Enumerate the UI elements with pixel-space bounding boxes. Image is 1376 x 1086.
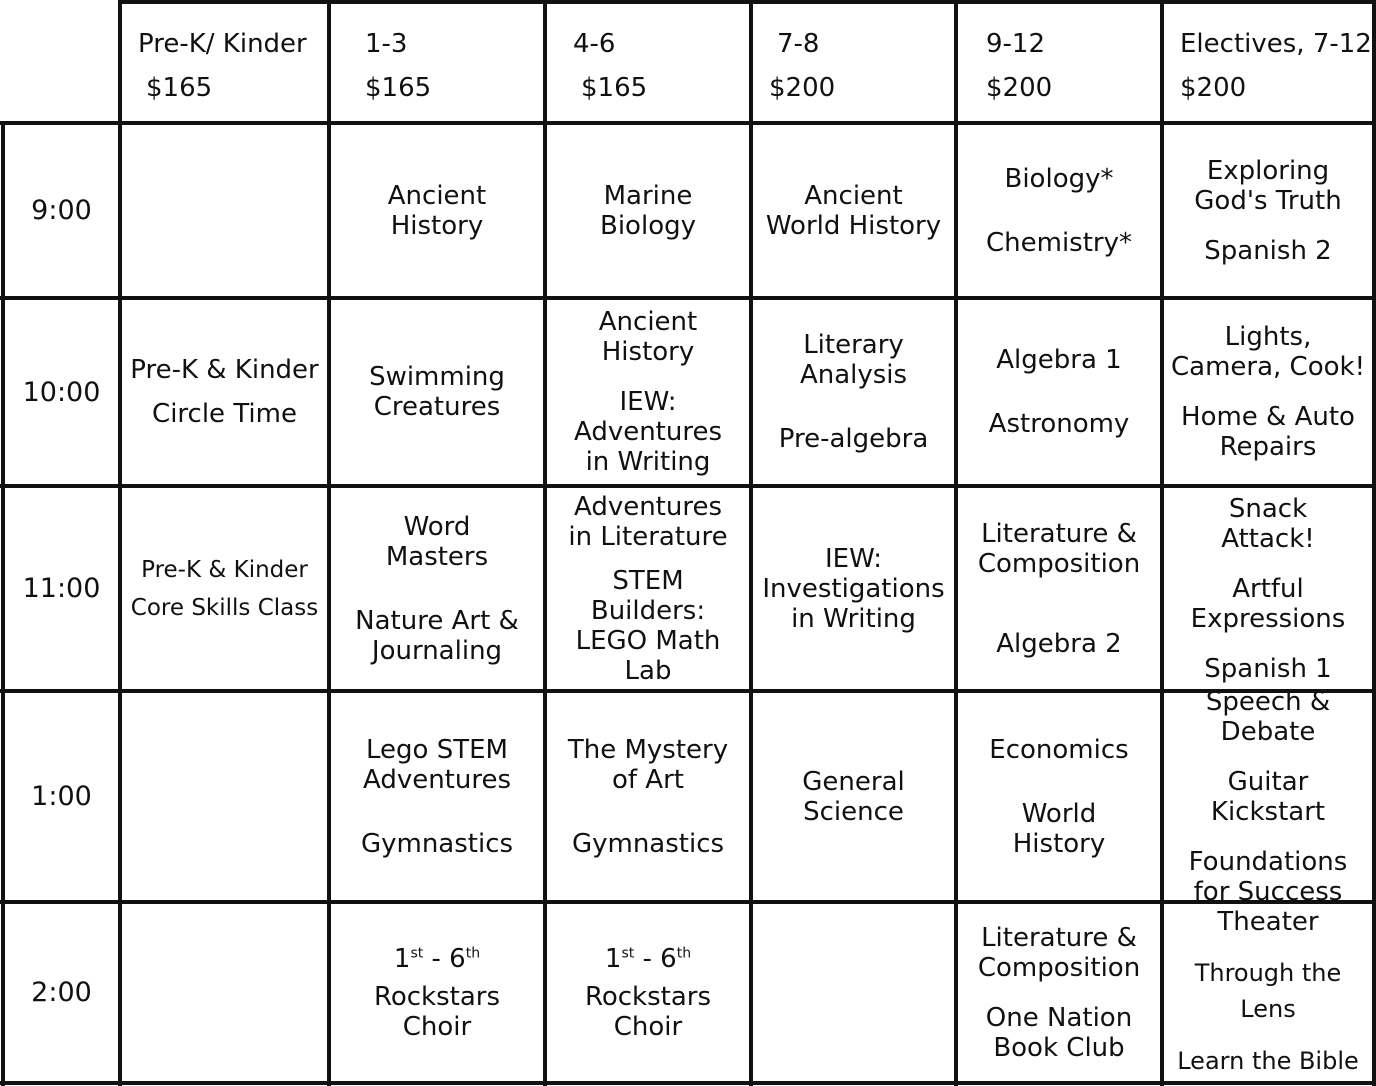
- course-name: One Nation Book Club: [985, 1002, 1133, 1063]
- course-name: IEW: Adventures in Writing: [573, 387, 723, 477]
- course-name: Marine Biology: [600, 180, 696, 241]
- header-grades-7-8: [753, 4, 954, 121]
- slot-10-grades-4-6: [547, 300, 749, 484]
- course-name: General Science: [802, 766, 905, 827]
- header-label: 1-3: [365, 29, 408, 59]
- course-name: Through the Lens: [1194, 958, 1342, 1023]
- course-name: Adventures in Literature: [568, 491, 728, 552]
- course-name: Chemistry*: [986, 227, 1132, 258]
- slot-9-grades-7-8: [753, 125, 954, 296]
- course-name: Spanish 1: [1204, 653, 1332, 684]
- course-name: Literary Analysis: [799, 330, 908, 390]
- course-name: Literature & Composition: [977, 922, 1141, 983]
- course-name: Pre-K & Kinder: [130, 355, 319, 385]
- header-grades-9-12: [958, 4, 1160, 121]
- time-slot-9: [5, 125, 118, 296]
- slot-10-grades-1-3: [331, 300, 543, 484]
- header-label: 7-8: [777, 29, 820, 59]
- choir-grades: 1st - 6th: [393, 943, 481, 974]
- course-name: Ancient History: [598, 307, 698, 367]
- slot-10-prek-kinder: [122, 300, 327, 484]
- header-price: $200: [769, 73, 836, 103]
- course-name: Pre-algebra: [778, 424, 929, 454]
- course-name: World History: [1012, 798, 1106, 859]
- course-name: Swimming Creatures: [369, 362, 505, 422]
- course-name: Snack Attack!: [1221, 493, 1315, 554]
- course-name: Circle Time: [152, 399, 297, 429]
- header-price: $200: [1180, 73, 1247, 103]
- slot-11-prek-kinder: [122, 488, 327, 689]
- course-name: Lights, Camera, Cook!: [1170, 322, 1365, 382]
- course-name: The Mystery of Art: [567, 734, 729, 795]
- slot-10-grades-7-8: [753, 300, 954, 484]
- header-grades-1-3: [331, 4, 543, 121]
- time-label: 11:00: [22, 573, 101, 604]
- course-name: STEM Builders: LEGO Math Lab: [575, 565, 721, 686]
- header-prek-kinder: [122, 4, 327, 121]
- header-label: 4-6: [573, 29, 616, 59]
- course-name: Nature Art & Journaling: [355, 605, 519, 666]
- header-label: 9-12: [986, 29, 1046, 59]
- time-slot-10: [5, 300, 118, 484]
- course-name: Lego STEM Adventures: [362, 734, 512, 795]
- grid-line: [1372, 0, 1376, 1086]
- header-price: $200: [986, 73, 1053, 103]
- slot-2-grades-4-6: [547, 904, 749, 1081]
- slot-1-electives: [1164, 686, 1372, 907]
- slot-11-grades-1-3: [331, 488, 543, 689]
- course-name: Rockstars Choir: [584, 981, 712, 1042]
- course-name: Word Masters: [385, 511, 489, 572]
- header-label: Pre-K/ Kinder: [138, 29, 307, 59]
- course-name: Exploring God's Truth: [1194, 155, 1342, 216]
- grid-line: [0, 1081, 1376, 1085]
- header-electives: [1164, 4, 1372, 121]
- course-name: Core Skills Class: [130, 594, 319, 621]
- course-name: Ancient History: [387, 180, 487, 241]
- course-name: Algebra 1: [996, 345, 1122, 375]
- course-name: Artful Expressions: [1190, 573, 1346, 634]
- course-name: Speech & Debate: [1205, 686, 1331, 747]
- course-name: Gymnastics: [571, 828, 725, 859]
- header-price: $165: [581, 73, 648, 103]
- course-name: Learn the Bible: [1177, 1046, 1359, 1075]
- course-name: Gymnastics: [360, 828, 514, 859]
- header-grades-4-6: [547, 4, 749, 121]
- slot-2-electives: [1164, 904, 1372, 1081]
- header-price: $165: [365, 73, 432, 103]
- slot-10-electives: [1164, 300, 1372, 484]
- slot-9-grades-1-3: [331, 125, 543, 296]
- time-label: 9:00: [31, 195, 92, 226]
- course-name: Literature & Composition: [977, 518, 1141, 579]
- slot-11-grades-7-8: [753, 488, 954, 689]
- slot-1-grades-1-3: [331, 693, 543, 900]
- course-name: IEW: Investigations in Writing: [762, 543, 945, 634]
- course-name: Economics: [989, 734, 1129, 765]
- time-label: 2:00: [31, 977, 92, 1008]
- header-label: Electives, 7-12: [1180, 29, 1372, 59]
- slot-1-grades-9-12: [958, 693, 1160, 900]
- choir-grades: 1st - 6th: [604, 943, 692, 974]
- slot-11-grades-9-12: [958, 488, 1160, 689]
- course-name: Pre-K & Kinder: [141, 556, 308, 583]
- course-name: Foundations for Success: [1188, 846, 1348, 907]
- slot-11-grades-4-6: [547, 488, 749, 689]
- slot-9-grades-9-12: [958, 125, 1160, 296]
- course-name: Spanish 2: [1204, 235, 1332, 266]
- slot-2-grades-1-3: [331, 904, 543, 1081]
- slot-1-grades-4-6: [547, 693, 749, 900]
- course-name: Ancient World History: [765, 180, 942, 241]
- slot-11-electives: [1164, 488, 1372, 689]
- course-name: Guitar Kickstart: [1210, 766, 1326, 827]
- slot-10-grades-9-12: [958, 300, 1160, 484]
- time-label: 10:00: [22, 376, 101, 408]
- course-name: Algebra 2: [996, 628, 1122, 659]
- time-slot-2: [5, 904, 118, 1081]
- slot-9-electives: [1164, 125, 1372, 296]
- course-name: Home & Auto Repairs: [1181, 402, 1355, 462]
- course-name: Theater: [1217, 906, 1319, 937]
- slot-2-grades-9-12: [958, 904, 1160, 1081]
- time-slot-1: [5, 693, 118, 900]
- course-name: Astronomy: [988, 409, 1130, 439]
- header-price: $165: [146, 73, 213, 103]
- course-name: Rockstars Choir: [373, 981, 501, 1042]
- slot-9-grades-4-6: [547, 125, 749, 296]
- slot-1-grades-7-8: [753, 693, 954, 900]
- time-slot-11: [5, 488, 118, 689]
- course-name: Biology*: [1004, 163, 1114, 194]
- time-label: 1:00: [31, 781, 92, 812]
